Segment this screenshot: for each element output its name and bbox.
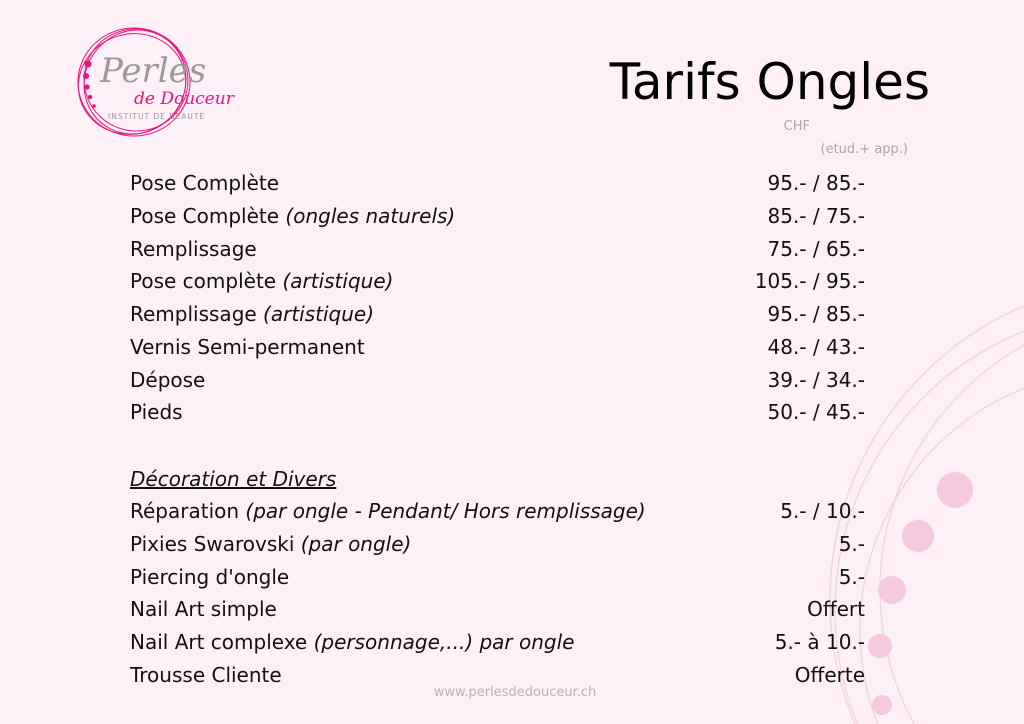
service-price: 95.- / 85.-	[767, 171, 865, 195]
extra-row	[130, 594, 865, 624]
page-title: Tarifs Ongles	[609, 53, 930, 111]
service-row	[130, 332, 865, 362]
service-name: Remplissage	[130, 237, 257, 261]
extra-name: Nail Art simple	[130, 597, 277, 621]
service-name: Dépose	[130, 368, 206, 392]
extra-row	[130, 562, 865, 592]
extra-row	[130, 627, 865, 657]
service-price: 105.- / 95.-	[754, 269, 865, 293]
service-row	[130, 266, 865, 296]
extra-name: Réparation (par ongle - Pendant/ Hors remplissage)	[130, 499, 646, 523]
service-row	[130, 201, 865, 231]
service-price: 75.- / 65.-	[767, 237, 865, 261]
service-row	[130, 299, 865, 329]
logo-line3: INSTITUT DE BEAUTÉ	[108, 112, 206, 121]
extra-name: Pixies Swarovski (par ongle)	[130, 532, 412, 556]
service-row	[130, 365, 865, 395]
brand-logo	[72, 24, 262, 144]
service-name: Pose complète (artistique)	[130, 269, 394, 293]
pearl-1	[937, 472, 973, 508]
service-price: 39.- / 34.-	[767, 368, 865, 392]
extra-price: 5.- à 10.-	[774, 630, 865, 654]
extra-name: Trousse Cliente	[130, 663, 282, 687]
website-link[interactable]: www.perlesdedouceur.ch	[433, 685, 597, 700]
service-price: 85.- / 75.-	[767, 204, 865, 228]
pearl-4	[868, 634, 892, 658]
service-name: Pose Complète (ongles naturels)	[130, 204, 456, 228]
pearl-2	[902, 520, 934, 552]
extra-price: 5.-	[838, 532, 865, 556]
extra-price: Offerte	[794, 663, 865, 687]
service-price: 48.- / 43.-	[767, 335, 865, 359]
service-price: 50.- / 45.-	[767, 400, 865, 424]
service-row	[130, 397, 865, 427]
service-name: Pose Complète	[130, 171, 280, 195]
service-name: Remplissage (artistique)	[130, 302, 375, 326]
service-name: Pieds	[130, 400, 183, 424]
discount-note: (etud.+ app.)	[820, 142, 908, 157]
extra-price: 5.-	[838, 565, 865, 589]
extra-row	[130, 529, 865, 559]
extra-price: 5.- / 10.-	[780, 499, 865, 523]
pearl-3	[878, 576, 906, 604]
service-row	[130, 234, 865, 264]
extra-name: Nail Art complexe (personnage,...) par ongle	[130, 630, 575, 654]
currency-label: CHF	[783, 119, 810, 134]
service-price: 95.- / 85.-	[767, 302, 865, 326]
logo-line1: Perles	[100, 51, 207, 91]
extra-name: Piercing d'ongle	[130, 565, 290, 589]
extra-price: Offert	[807, 597, 865, 621]
service-name: Vernis Semi-permanent	[130, 335, 365, 359]
service-row	[130, 168, 865, 198]
logo-line2: de Douceur	[134, 89, 234, 109]
extra-row	[130, 496, 865, 526]
extras-section-title: Décoration et Divers	[130, 467, 337, 491]
pearl-5	[872, 695, 892, 715]
